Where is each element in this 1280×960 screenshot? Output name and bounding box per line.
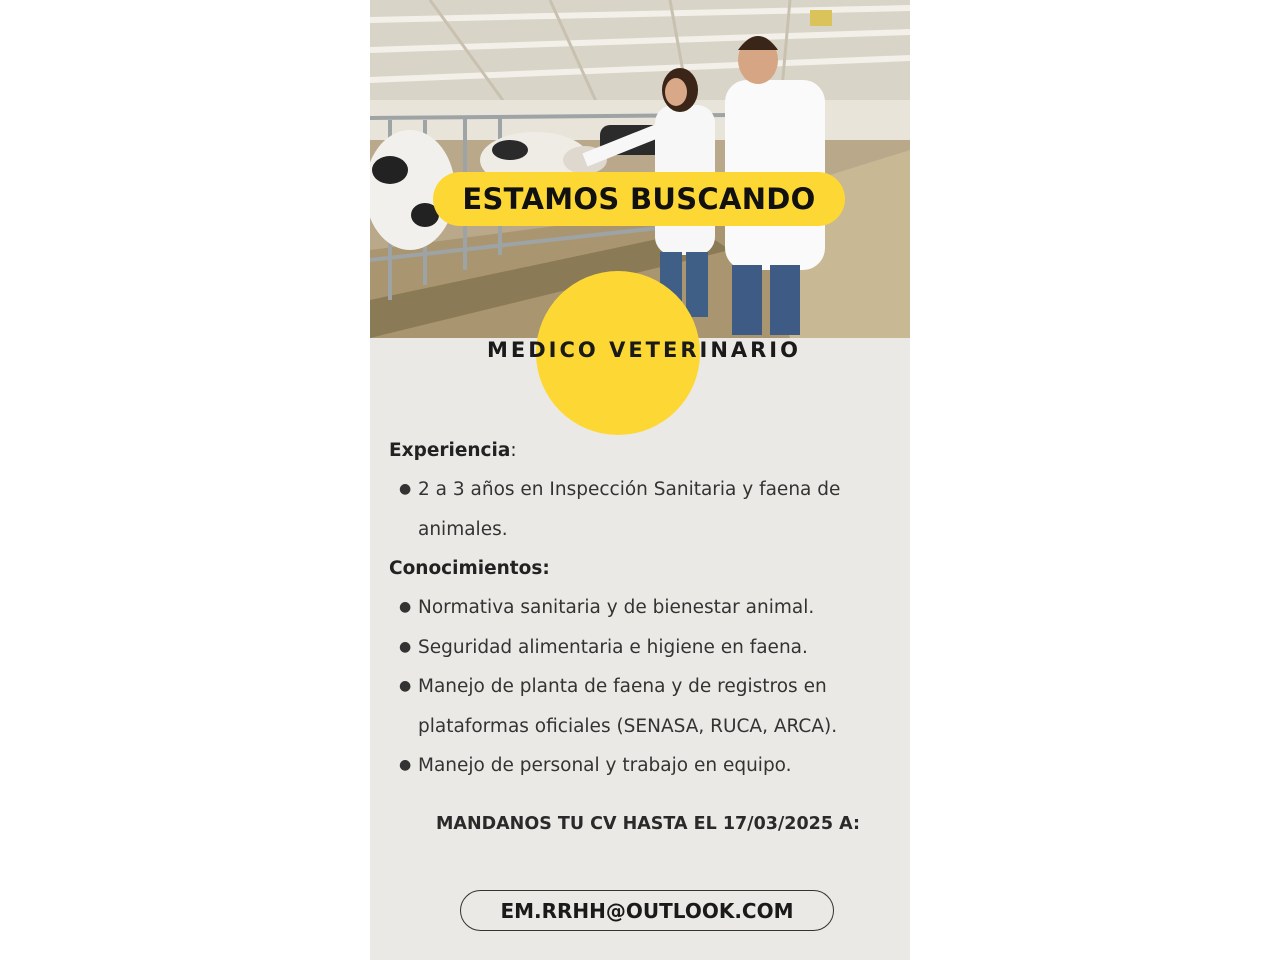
bullet-icon: ● — [399, 678, 412, 694]
bullet-icon: ● — [399, 481, 412, 497]
headline-banner: ESTAMOS BUSCANDO — [433, 172, 845, 226]
experience-heading: Experiencia: — [389, 440, 517, 461]
bullet-icon: ● — [399, 638, 412, 655]
knowledge-list — [389, 588, 889, 786]
email-link[interactable]: EM.RRHH@OUTLOOK.COM — [460, 890, 834, 931]
list-item: ● Manejo de personal y trabajo en equipo. — [389, 746, 889, 786]
list-item: ● Normativa sanitaria y de bienestar animal. — [389, 588, 889, 628]
experience-list — [389, 470, 889, 549]
knowledge-heading: Conocimientos: — [389, 558, 550, 579]
list-item: ● Seguridad alimentaria e higiene en faena. — [389, 628, 889, 668]
list-item: ● Manejo de planta de faena y de registros en plataformas oficiales (SENASA, RUCA, ARCA). — [389, 667, 889, 746]
bullet-icon: ● — [399, 757, 412, 773]
list-item: ● 2 a 3 años en Inspección Sanitaria y faena de animales. — [389, 470, 889, 549]
job-poster — [370, 0, 910, 960]
requirements-section — [389, 431, 889, 786]
cta-text: MANDANOS TU CV HASTA EL 17/03/2025 A: — [436, 814, 860, 834]
job-title: MEDICO VETERINARIO — [487, 338, 801, 362]
bullet-icon: ● — [399, 599, 412, 615]
